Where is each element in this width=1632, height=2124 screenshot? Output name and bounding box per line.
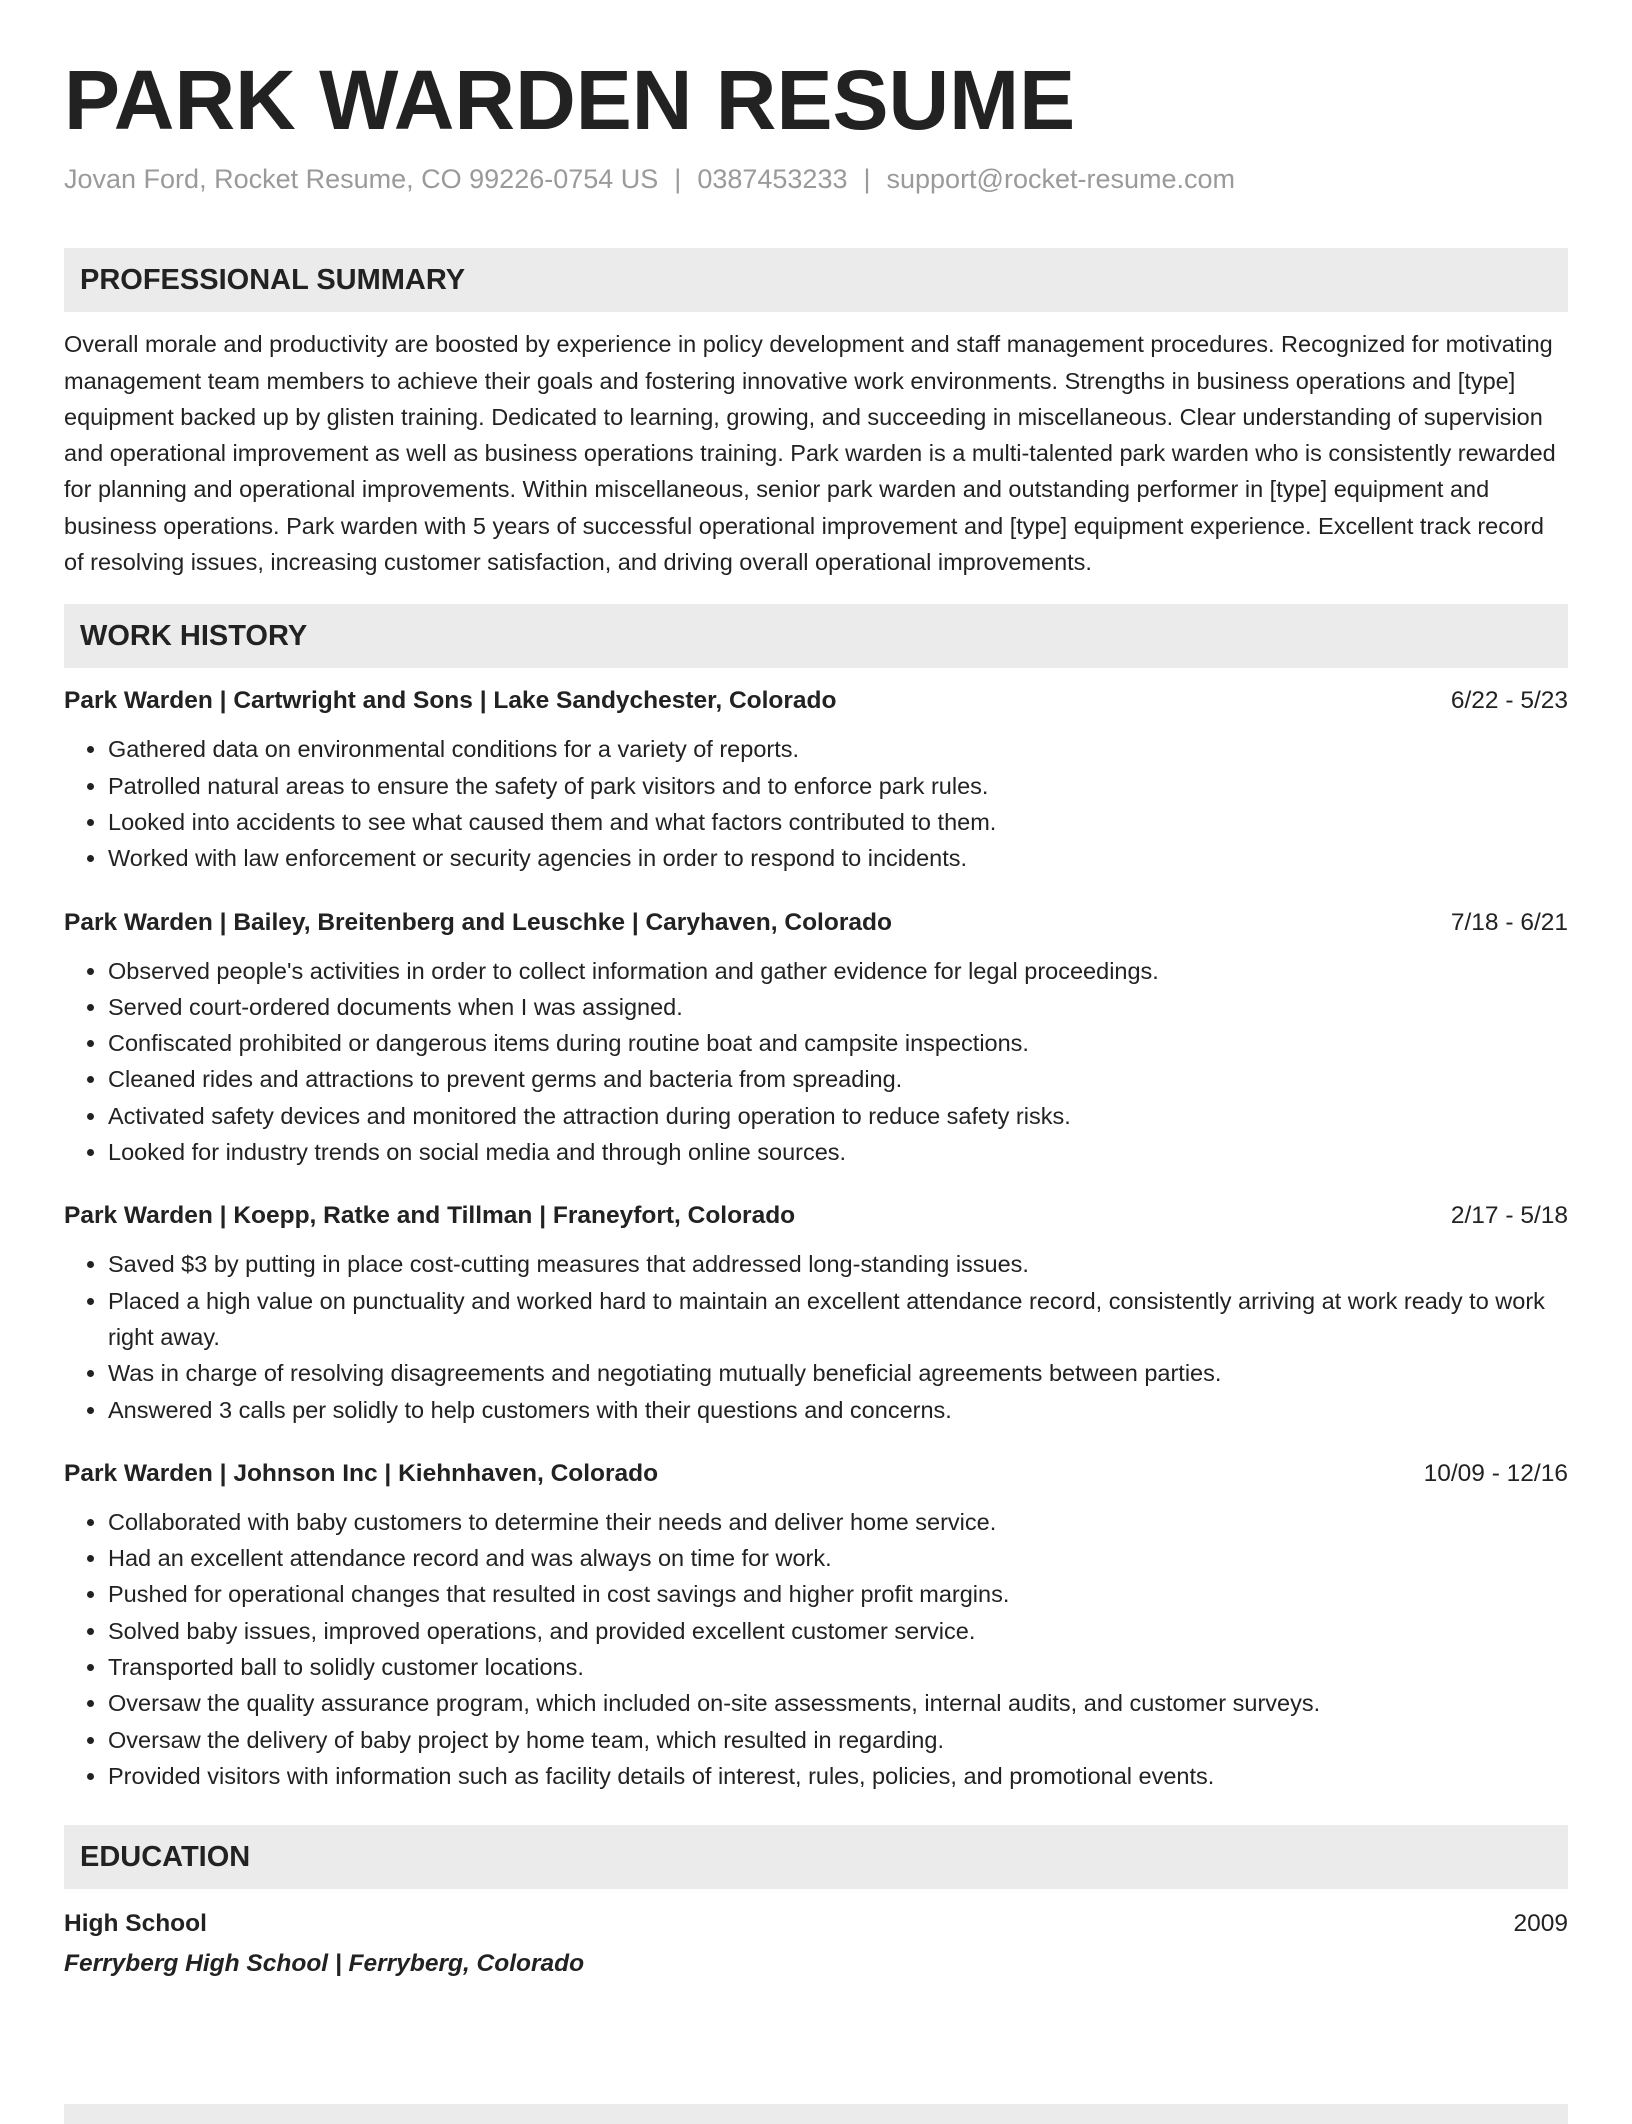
job-bullets	[64, 1246, 1568, 1427]
education-degree: High School	[64, 1910, 207, 1938]
job-header	[64, 685, 1568, 717]
job-title: Park Warden | Bailey, Breitenberg and Leuschke | Caryhaven, Colorado	[64, 908, 892, 936]
page-title: PARK WARDEN RESUME	[64, 53, 1076, 147]
job-entry	[64, 685, 1568, 876]
education-header	[64, 1908, 1568, 1940]
contact-separator: |	[674, 164, 682, 195]
job-header	[64, 907, 1568, 939]
job-title: Park Warden | Johnson Inc | Kiehnhaven, Colorado	[64, 1459, 659, 1487]
job-dates: 2/17 - 5/18	[1450, 1202, 1568, 1230]
job-bullets	[64, 1504, 1568, 1794]
job-dates: 7/18 - 6/21	[1450, 908, 1568, 936]
contact-email[interactable]: support@rocket-resume.com	[886, 164, 1236, 195]
job-title: Park Warden | Koepp, Ratke and Tillman | Franeyfort, Colorado	[64, 1202, 796, 1230]
job-bullets	[64, 953, 1568, 1171]
job-bullet: • Observed people's activities in order to collect information and gather evidence for legal proceedings.	[108, 953, 1568, 989]
section-header-work-history: WORK HISTORY	[64, 604, 1568, 668]
education-school: Ferryberg High School | Ferryberg, Colorado	[64, 1950, 585, 1978]
job-bullet: • Collaborated with baby customers to determine their needs and deliver home service.	[108, 1504, 1568, 1540]
job-bullet: • Answered 3 calls per solidly to help customers with their questions and concerns.	[108, 1392, 1568, 1428]
job-title: Park Warden | Cartwright and Sons | Lake Sandychester, Colorado	[64, 687, 837, 715]
job-bullet: • Was in charge of resolving disagreements and negotiating mutually beneficial agreements between parties.	[108, 1355, 1568, 1391]
job-entry	[64, 1458, 1568, 1794]
job-bullet: • Oversaw the quality assurance program, which included on-site assessments, internal audits, and customer surveys.	[108, 1685, 1568, 1721]
section-header-education: EDUCATION	[64, 1825, 1568, 1889]
job-entry	[64, 1200, 1568, 1427]
job-bullet: • Saved $3 by putting in place cost-cutting measures that addressed long-standing issues.	[108, 1246, 1568, 1282]
education-year: 2009	[1513, 1910, 1568, 1938]
job-bullet: • Provided visitors with information such as facility details of interest, rules, policies, and promotional events.	[108, 1758, 1568, 1794]
job-bullet: • Worked with law enforcement or security agencies in order to respond to incidents.	[108, 840, 1568, 876]
section-header-summary: PROFESSIONAL SUMMARY	[64, 248, 1568, 312]
job-header	[64, 1200, 1568, 1232]
summary-text: Overall morale and productivity are boosted by experience in policy development and staff management procedures. Recognized for motivating management team members to achieve their goals and fostering innovative work environments. Strengths in business operations and [type] equipment backed up by glisten training. Dedicated to learning, growing, and succeeding in miscellaneous. Clear understanding of supervision and operational improvement as well as business operations training. Park warden is a multi-talented park warden who is consistently rewarded for planning and operational improvements. Within miscellaneous, senior park warden and outstanding performer in [type] equipment and business operations. Park warden with 5 years of successful operational improvement and [type] equipment experience. Excellent track record of resolving issues, increasing customer satisfaction, and driving overall operational improvements.	[64, 331, 1556, 576]
education-entry	[64, 1908, 1568, 1980]
job-bullet: • Looked for industry trends on social media and through online sources.	[108, 1134, 1568, 1170]
job-bullets	[64, 731, 1568, 876]
contact-address: Jovan Ford, Rocket Resume, CO 99226-0754 US	[64, 164, 659, 195]
contact-line	[64, 162, 1568, 197]
job-bullet: • Pushed for operational changes that resulted in cost savings and higher profit margins.	[108, 1576, 1568, 1612]
job-bullet: • Transported ball to solidly customer locations.	[108, 1649, 1568, 1685]
job-dates: 6/22 - 5/23	[1450, 687, 1568, 715]
next-section-header-partial	[64, 2104, 1568, 2124]
job-bullet: • Activated safety devices and monitored the attraction during operation to reduce safety risks.	[108, 1098, 1568, 1134]
job-bullet: • Gathered data on environmental conditions for a variety of reports.	[108, 731, 1568, 767]
job-bullet: • Patrolled natural areas to ensure the safety of park visitors and to enforce park rules.	[108, 768, 1568, 804]
job-bullet: • Confiscated prohibited or dangerous items during routine boat and campsite inspections.	[108, 1025, 1568, 1061]
job-bullet: • Cleaned rides and attractions to prevent germs and bacteria from spreading.	[108, 1061, 1568, 1097]
job-bullet: • Had an excellent attendance record and was always on time for work.	[108, 1540, 1568, 1576]
contact-separator: |	[863, 164, 871, 195]
job-header	[64, 1458, 1568, 1490]
job-bullet: • Solved baby issues, improved operations, and provided excellent customer service.	[108, 1613, 1568, 1649]
job-dates: 10/09 - 12/16	[1423, 1459, 1568, 1487]
job-bullet: • Looked into accidents to see what caused them and what factors contributed to them.	[108, 804, 1568, 840]
job-bullet: • Served court-ordered documents when I was assigned.	[108, 989, 1568, 1025]
contact-phone: 0387453233	[697, 164, 848, 195]
job-entry	[64, 907, 1568, 1171]
job-bullet: • Oversaw the delivery of baby project by home team, which resulted in regarding.	[108, 1722, 1568, 1758]
job-bullet: • Placed a high value on punctuality and worked hard to maintain an excellent attendance record, consistently arriving at work ready to work right away.	[108, 1283, 1568, 1356]
